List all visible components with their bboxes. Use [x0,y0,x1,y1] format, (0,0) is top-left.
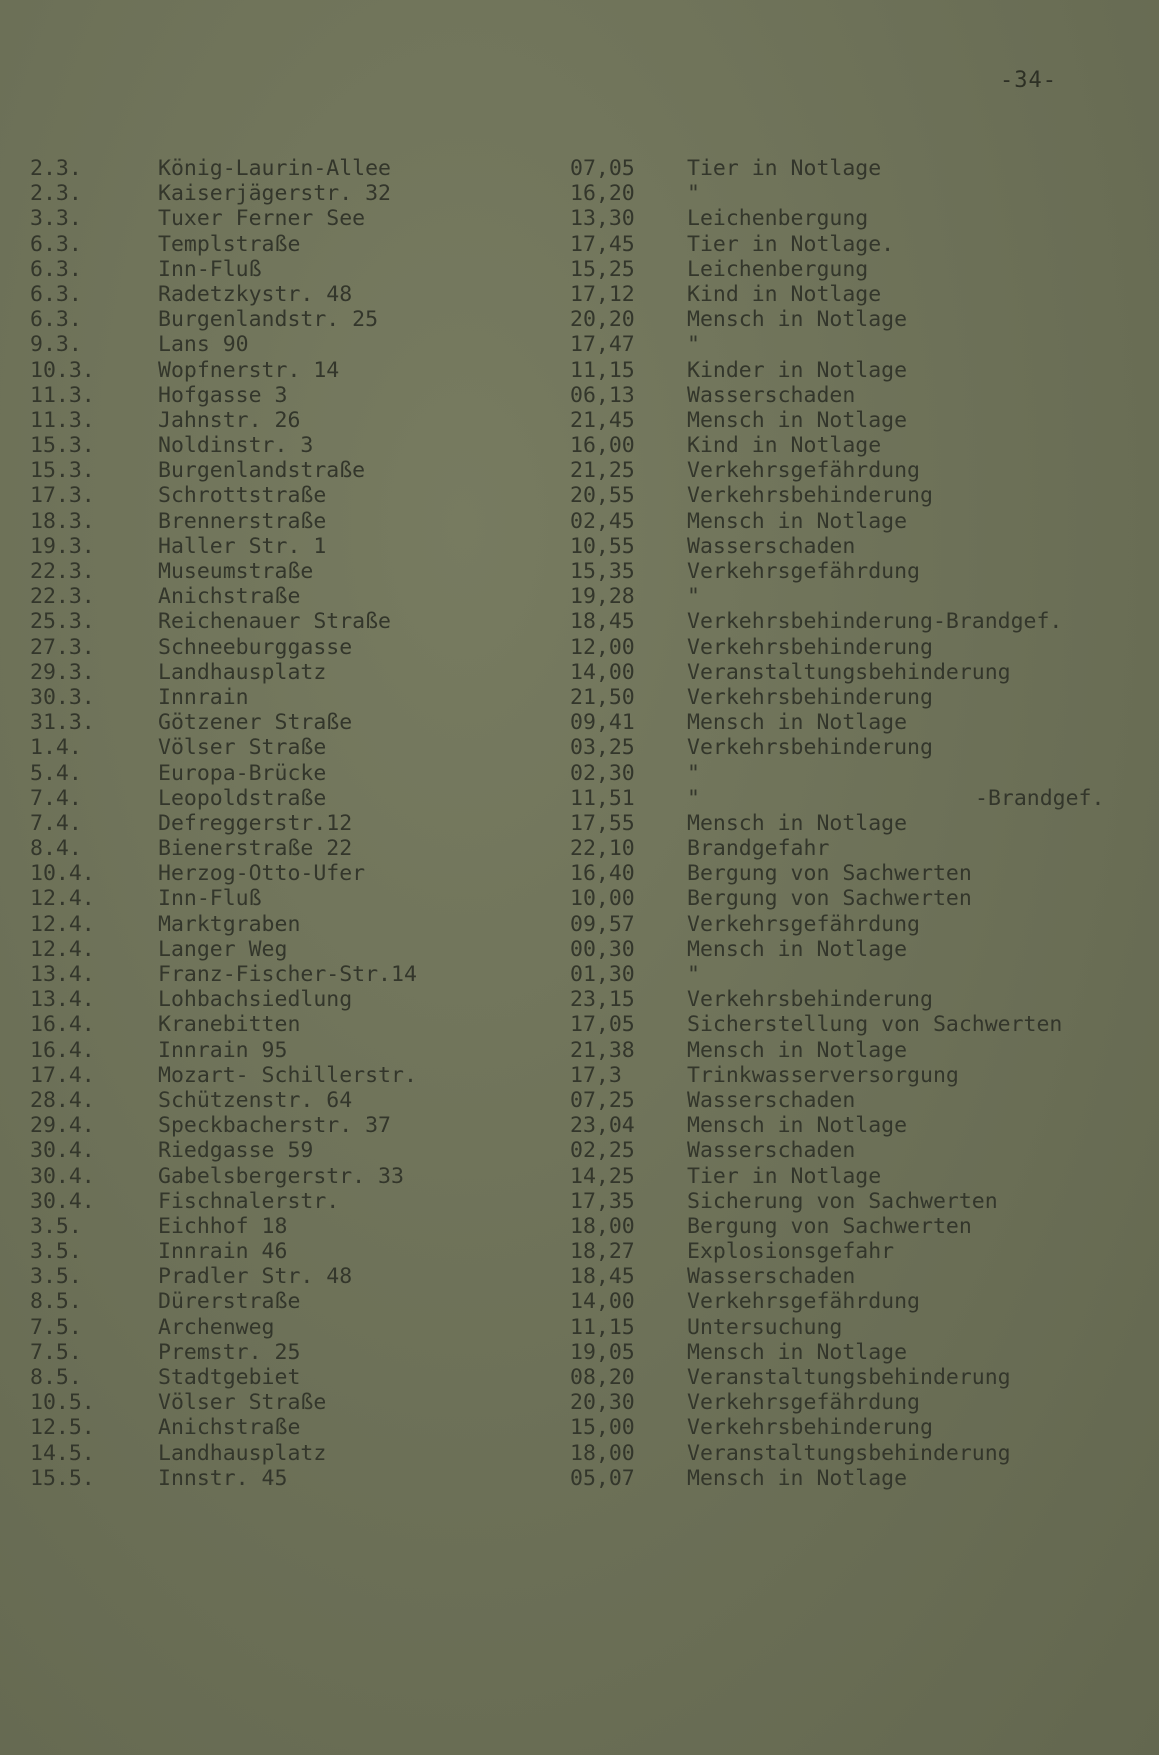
date-cell: 3.5. [30,1213,82,1239]
location-cell: Stadtgebiet [158,1365,301,1390]
date-cell: 29.3. [30,659,95,685]
incident-type-cell: Veranstaltungsbehinderung [687,1440,1011,1466]
table-row [0,735,1159,760]
incident-type-cell: Verkehrsbehinderung [687,1415,933,1441]
location-cell: Völser Straße [158,1390,327,1416]
table-row [0,1441,1159,1466]
incident-type-cell: Mensch in Notlage [687,1339,908,1365]
incident-type-cell: Explosionsgefahr [687,1239,895,1265]
incident-type-cell: Kind in Notlage [687,433,882,459]
date-cell: 6.3. [30,231,82,257]
table-row [0,156,1159,181]
table-row [0,886,1159,911]
date-cell: 13.4. [30,987,95,1013]
date-cell: 7.4. [30,810,82,836]
date-cell: 15.5. [30,1465,95,1491]
table-row [0,660,1159,685]
date-cell: 30.4. [30,1188,95,1214]
incident-type-cell: Wasserschaden [687,1264,856,1290]
time-cell: 17,35 [570,1188,635,1214]
location-cell: Innrain 95 [158,1037,288,1063]
date-cell: 28.4. [30,1087,95,1113]
time-cell: 16,00 [570,433,635,459]
incident-type-cell: Verkehrsgefährdung [687,1390,920,1416]
time-cell: 20,30 [570,1390,635,1416]
incident-type-cell: Verkehrsbehinderung [687,483,933,509]
date-cell: 2.3. [30,156,82,181]
time-cell: 15,35 [570,559,635,584]
incident-type-cell: Verkehrsgefährdung [687,911,920,937]
incident-type-cell: " [687,962,700,987]
table-row [0,1415,1159,1440]
table-row [0,1390,1159,1415]
date-cell: 12.5. [30,1415,95,1441]
time-cell: 23,04 [570,1113,635,1139]
time-cell: 23,15 [570,987,635,1013]
time-cell: 02,25 [570,1138,635,1164]
time-cell: 15,00 [570,1415,635,1441]
date-cell: 22.3. [30,584,95,610]
time-cell: 09,57 [570,911,635,937]
date-cell: 17.4. [30,1062,95,1088]
date-cell: 12.4. [30,911,95,937]
time-cell: 11,51 [570,785,635,811]
table-row [0,609,1159,634]
table-row [0,1012,1159,1037]
time-cell: 18,45 [570,609,635,635]
time-cell: 16,40 [570,861,635,887]
date-cell: 11.3. [30,382,95,408]
location-cell: Reichenauer Straße [158,609,391,635]
date-cell: 7.4. [30,785,82,811]
time-cell: 14,00 [570,659,635,685]
location-cell: Fischnalerstr. [158,1188,340,1214]
location-cell: Anichstraße [158,584,301,610]
date-cell: 7.5. [30,1314,82,1340]
incident-type-cell: Tier in Notlage [687,1163,882,1189]
date-cell: 27.3. [30,634,95,660]
location-cell: Brennerstraße [158,508,327,534]
incident-type-cell: Wasserschaden [687,382,856,408]
table-row [0,962,1159,987]
date-cell: 3.3. [30,206,82,232]
incident-type-cell: Verkehrsgefährdung [687,559,920,584]
time-cell: 00,30 [570,936,635,962]
table-row [0,458,1159,483]
table-row [0,206,1159,231]
date-cell: 5.4. [30,760,82,786]
date-cell: 30.3. [30,684,95,710]
time-cell: 01,30 [570,962,635,987]
location-cell: Defreggerstr.12 [158,810,353,836]
table-row [0,1113,1159,1138]
incident-type-cell: " [687,785,700,811]
table-row [0,861,1159,886]
table-row [0,1189,1159,1214]
incident-extra-cell: -Brandgef. [975,785,1105,811]
time-cell: 03,25 [570,735,635,761]
incident-type-cell: Bergung von Sachwerten [687,886,972,912]
table-row [0,937,1159,962]
date-cell: 18.3. [30,508,95,534]
table-row [0,282,1159,307]
location-cell: Speckbacherstr. 37 [158,1113,391,1139]
incident-type-cell: Verkehrsbehinderung [687,735,933,761]
time-cell: 20,20 [570,307,635,333]
date-cell: 17.3. [30,483,95,509]
time-cell: 20,55 [570,483,635,509]
time-cell: 21,25 [570,458,635,484]
table-row [0,1239,1159,1264]
location-cell: Landhausplatz [158,1440,327,1466]
table-row [0,1088,1159,1113]
table-row [0,483,1159,508]
incident-type-cell: Mensch in Notlage [687,508,908,534]
location-cell: Mozart- Schillerstr. [158,1062,417,1088]
time-cell: 05,07 [570,1465,635,1491]
location-cell: Lans 90 [158,332,249,358]
location-cell: Innrain 46 [158,1239,288,1265]
location-cell: Pradler Str. 48 [158,1264,353,1290]
table-row [0,383,1159,408]
date-cell: 29.4. [30,1113,95,1139]
table-row [0,1038,1159,1063]
time-cell: 02,30 [570,760,635,786]
incident-type-cell: Verkehrsbehinderung [687,684,933,710]
location-cell: Archenweg [158,1314,275,1340]
date-cell: 12.4. [30,936,95,962]
table-row [0,1340,1159,1365]
incident-type-cell: Wasserschaden [687,533,856,559]
location-cell: Kaiserjägerstr. 32 [158,181,391,207]
date-cell: 3.5. [30,1239,82,1265]
time-cell: 17,12 [570,281,635,307]
date-cell: 6.3. [30,281,82,307]
incident-type-cell: Verkehrsbehinderung [687,987,933,1013]
location-cell: Landhausplatz [158,659,327,685]
incident-type-cell: Mensch in Notlage [687,1037,908,1063]
table-row [0,1365,1159,1390]
time-cell: 21,50 [570,684,635,710]
time-cell: 21,38 [570,1037,635,1063]
table-row [0,1315,1159,1340]
location-cell: Götzener Straße [158,710,353,736]
time-cell: 06,13 [570,382,635,408]
incident-type-cell: Bergung von Sachwerten [687,861,972,887]
location-cell: Noldinstr. 3 [158,433,314,459]
table-row [0,181,1159,206]
date-cell: 11.3. [30,407,95,433]
incident-type-cell: " [687,760,700,786]
date-cell: 7.5. [30,1339,82,1365]
table-row [0,811,1159,836]
location-cell: Burgenlandstraße [158,458,366,484]
date-cell: 31.3. [30,710,95,736]
incident-type-cell: Verkehrsbehinderung [687,634,933,660]
time-cell: 02,45 [570,508,635,534]
time-cell: 18,00 [570,1213,635,1239]
location-cell: Dürerstraße [158,1289,301,1315]
table-row [0,635,1159,660]
location-cell: Riedgasse 59 [158,1138,314,1164]
incident-type-cell: Sicherstellung von Sachwerten [687,1012,1063,1038]
time-cell: 17,47 [570,332,635,358]
time-cell: 10,00 [570,886,635,912]
incident-type-cell: Veranstaltungsbehinderung [687,1365,1011,1390]
table-row [0,1138,1159,1163]
time-cell: 14,25 [570,1163,635,1189]
date-cell: 16.4. [30,1037,95,1063]
incident-type-cell: " [687,332,700,358]
date-cell: 15.3. [30,433,95,459]
table-row [0,1289,1159,1314]
location-cell: Schneeburggasse [158,634,353,660]
date-cell: 30.4. [30,1163,95,1189]
incident-type-cell: Veranstaltungsbehinderung [687,659,1011,685]
date-cell: 8.5. [30,1365,82,1390]
date-cell: 10.5. [30,1390,95,1416]
date-cell: 10.3. [30,357,95,383]
incident-type-cell: Tier in Notlage. [687,231,895,257]
date-cell: 10.4. [30,861,95,887]
date-cell: 12.4. [30,886,95,912]
time-cell: 18,00 [570,1440,635,1466]
date-cell: 13.4. [30,962,95,987]
table-row [0,685,1159,710]
incident-type-cell: Verkehrsgefährdung [687,1289,920,1315]
location-cell: Museumstraße [158,559,314,584]
location-cell: Leopoldstraße [158,785,327,811]
date-cell: 1.4. [30,735,82,761]
location-cell: Langer Weg [158,936,288,962]
location-cell: Premstr. 25 [158,1339,301,1365]
location-cell: Jahnstr. 26 [158,407,301,433]
time-cell: 18,27 [570,1239,635,1265]
location-cell: Radetzkystr. 48 [158,281,353,307]
time-cell: 19,05 [570,1339,635,1365]
table-row [0,1466,1159,1491]
time-cell: 12,00 [570,634,635,660]
date-cell: 6.3. [30,256,82,282]
location-cell: Innrain [158,684,249,710]
time-cell: 22,10 [570,836,635,862]
date-cell: 6.3. [30,307,82,333]
incident-type-cell: Brandgefahr [687,836,830,862]
incident-type-cell: Kinder in Notlage [687,357,908,383]
time-cell: 14,00 [570,1289,635,1315]
date-cell: 16.4. [30,1012,95,1038]
incident-type-cell: Verkehrsgefährdung [687,458,920,484]
time-cell: 18,45 [570,1264,635,1290]
time-cell: 13,30 [570,206,635,232]
time-cell: 17,55 [570,810,635,836]
incident-type-cell: Mensch in Notlage [687,936,908,962]
location-cell: Wopfnerstr. 14 [158,357,340,383]
incident-type-cell: Kind in Notlage [687,281,882,307]
location-cell: Europa-Brücke [158,760,327,786]
incident-type-cell: Mensch in Notlage [687,407,908,433]
location-cell: Franz-Fischer-Str.14 [158,962,417,987]
location-cell: Inn-Fluß [158,256,262,282]
incident-type-cell: Wasserschaden [687,1138,856,1164]
incident-type-cell: Sicherung von Sachwerten [687,1188,998,1214]
table-row [0,232,1159,257]
table-row [0,433,1159,458]
table-row [0,509,1159,534]
date-cell: 3.5. [30,1264,82,1290]
table-row [0,836,1159,861]
date-cell: 19.3. [30,533,95,559]
table-row [0,358,1159,383]
incident-type-cell: Untersuchung [687,1314,843,1340]
location-cell: Anichstraße [158,1415,301,1441]
table-row [0,1214,1159,1239]
time-cell: 11,15 [570,1314,635,1340]
table-row [0,1264,1159,1289]
location-cell: Gabelsbergerstr. 33 [158,1163,404,1189]
location-cell: Schützenstr. 64 [158,1087,353,1113]
incident-type-cell: Leichenbergung [687,206,869,232]
table-row [0,987,1159,1012]
location-cell: Tuxer Ferner See [158,206,366,232]
table-row [0,1063,1159,1088]
location-cell: Eichhof 18 [158,1213,288,1239]
incident-type-cell: Bergung von Sachwerten [687,1213,972,1239]
date-cell: 25.3. [30,609,95,635]
incident-type-cell: Trinkwasserversorgung [687,1062,959,1088]
incident-type-cell: Mensch in Notlage [687,1113,908,1139]
date-cell: 22.3. [30,559,95,584]
date-cell: 8.4. [30,836,82,862]
date-cell: 9.3. [30,332,82,358]
table-row [0,1164,1159,1189]
time-cell: 08,20 [570,1365,635,1390]
location-cell: Herzog-Otto-Ufer [158,861,366,887]
table-row [0,584,1159,609]
time-cell: 09,41 [570,710,635,736]
incident-type-cell: Mensch in Notlage [687,710,908,736]
location-cell: Lohbachsiedlung [158,987,353,1013]
table-row [0,534,1159,559]
table-row [0,786,1159,811]
table-row [0,710,1159,735]
table-row [0,332,1159,357]
page-number: -34- [1000,68,1057,93]
time-cell: 11,15 [570,357,635,383]
time-cell: 17,45 [570,231,635,257]
time-cell: 10,55 [570,533,635,559]
location-cell: Hofgasse 3 [158,382,288,408]
time-cell: 16,20 [570,181,635,207]
location-cell: Kranebitten [158,1012,301,1038]
table-row [0,408,1159,433]
location-cell: Templstraße [158,231,301,257]
time-cell: 19,28 [570,584,635,610]
location-cell: Völser Straße [158,735,327,761]
table-row [0,761,1159,786]
table-row [0,257,1159,282]
location-cell: Haller Str. 1 [158,533,327,559]
time-cell: 15,25 [570,256,635,282]
table-row [0,559,1159,584]
date-cell: 15.3. [30,458,95,484]
time-cell: 17,3 [570,1062,622,1088]
incident-type-cell: Mensch in Notlage [687,307,908,333]
incident-type-cell: Wasserschaden [687,1087,856,1113]
incident-type-cell: " [687,181,700,207]
time-cell: 21,45 [570,407,635,433]
location-cell: Innstr. 45 [158,1465,288,1491]
location-cell: Burgenlandstr. 25 [158,307,379,333]
table-row [0,912,1159,937]
location-cell: Inn-Fluß [158,886,262,912]
incident-type-cell: Leichenbergung [687,256,869,282]
incident-type-cell: Mensch in Notlage [687,810,908,836]
time-cell: 07,05 [570,156,635,181]
time-cell: 17,05 [570,1012,635,1038]
time-cell: 07,25 [570,1087,635,1113]
date-cell: 14.5. [30,1440,95,1466]
location-cell: Marktgraben [158,911,301,937]
incident-type-cell: Mensch in Notlage [687,1465,908,1491]
incident-type-cell: Verkehrsbehinderung-Brandgef. [687,609,1063,635]
incident-type-cell: " [687,584,700,610]
date-cell: 8.5. [30,1289,82,1315]
incident-type-cell: Tier in Notlage [687,156,882,181]
table-row [0,307,1159,332]
location-cell: Schrottstraße [158,483,327,509]
date-cell: 30.4. [30,1138,95,1164]
incident-log-table [0,156,1159,1491]
location-cell: König-Laurin-Allee [158,156,391,181]
location-cell: Bienerstraße 22 [158,836,353,862]
date-cell: 2.3. [30,181,82,207]
